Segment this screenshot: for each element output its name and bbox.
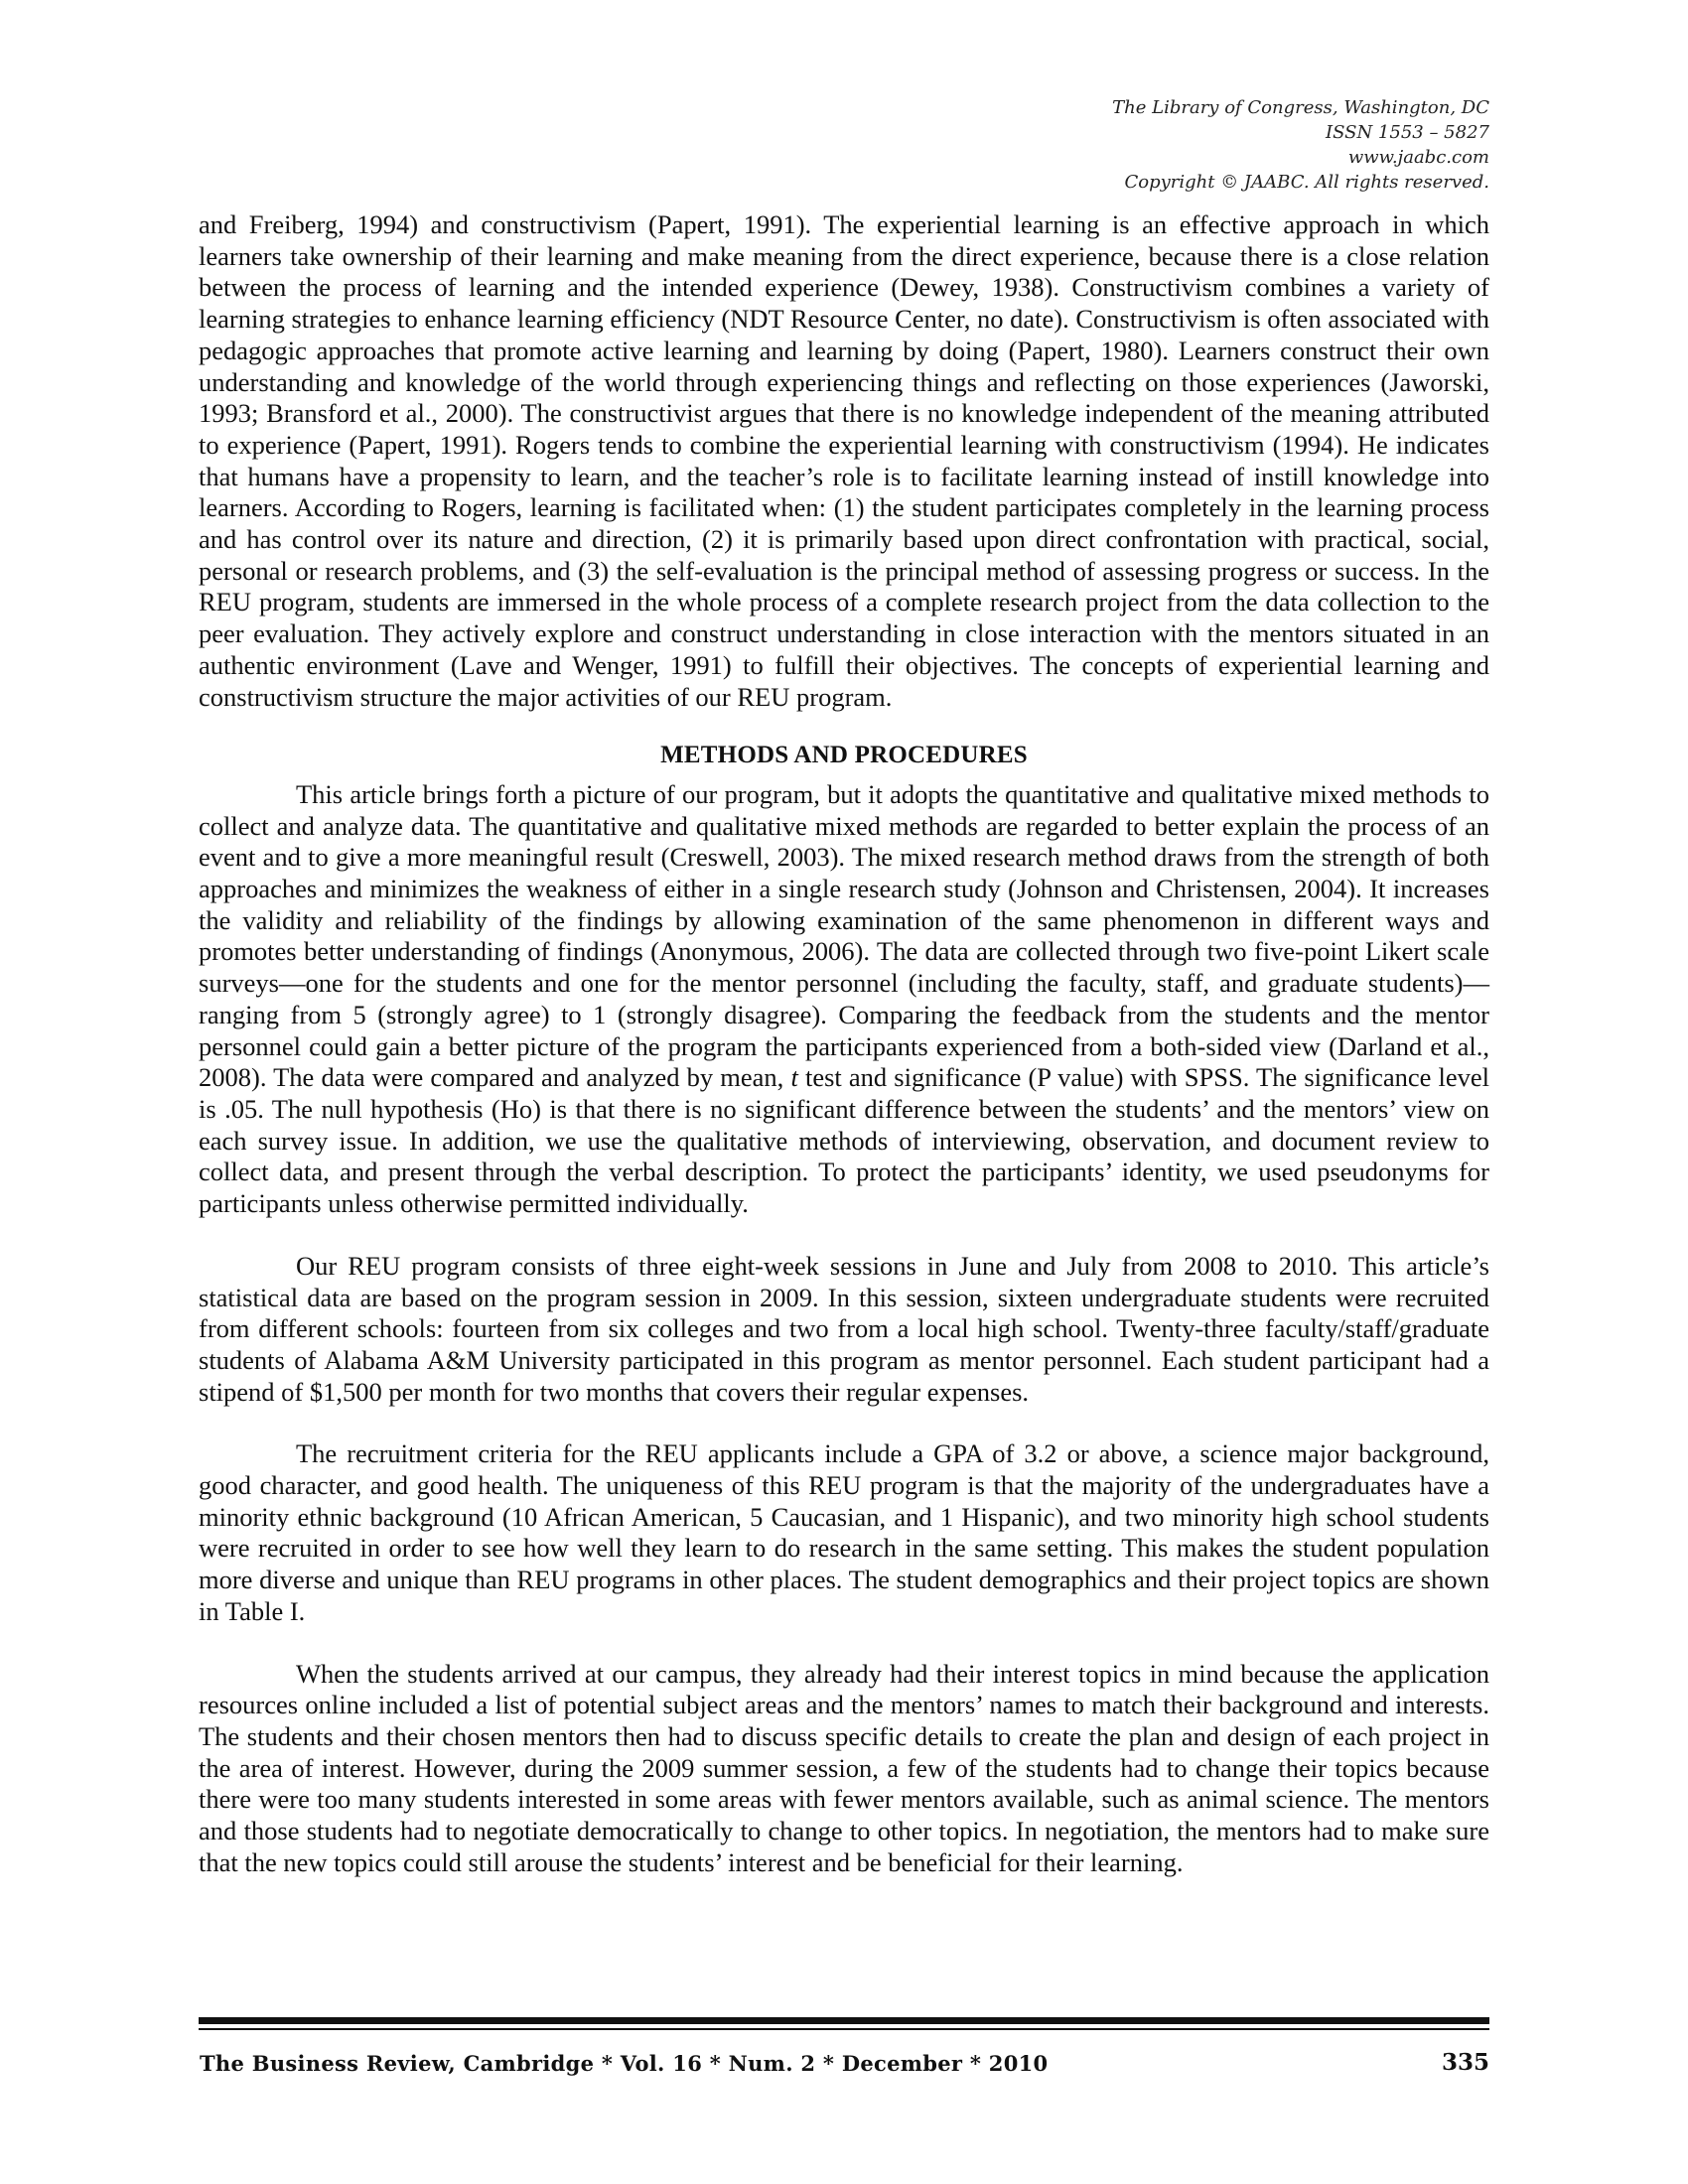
paragraph-methods bbox=[199, 779, 1489, 1220]
article-body bbox=[199, 209, 1489, 1878]
header-publisher-line: The Library of Congress, Washington, DC bbox=[1112, 97, 1489, 118]
paragraph-methods-part1: This article brings forth a picture of our program, but it adopts the quantitative and qualitative mixed methods to collect and analyze data. The quantitative and qualitative mixed methods are regarded to better explain the process of an event and to give a more meaningful result (Creswell, 2003). The mixed research method draws from the strength of both approaches and minimizes the weakness of either in a single research study (Johnson and Christensen, 2004). It increases the validity and reliability of the findings by allowing examination of the same phenomenon in different ways and promotes better understanding of findings (Anonymous, 2006). The data are collected through two five-point Likert scale surveys—one for the students and one for the mentor personnel (including the faculty, staff, and graduate students)—ranging from 5 (strongly agree) to 1 (strongly disagree). Comparing the feedback from the students and the mentor personnel could gain a better picture of the program the participants experienced from a both-sided view (Darland et al., 2008). The data were compared and analyzed by mean, bbox=[199, 778, 1489, 1093]
header-issn-line: ISSN 1553 – 5827 bbox=[1326, 122, 1489, 143]
paragraph-recruitment: The recruitment criteria for the REU applicants include a GPA of 3.2 or above, a science major background, good character, and good health. The uniqueness of this REU program is that the majority of the undergraduates have a minority ethnic background (10 African American, 5 Caucasian, and 1 Hispanic), and two minority high school students were recruited in order to see how well they learn to do research in the same setting. This makes the student population more diverse and unique than REU programs in other places. The student demographics and their project topics are shown in Table I. bbox=[199, 1438, 1489, 1626]
header-copyright-line: Copyright © JAABC. All rights reserved. bbox=[1124, 172, 1489, 193]
section-heading: METHODS AND PROCEDURES bbox=[660, 742, 1028, 769]
header-website-line: www.jaabc.com bbox=[1347, 147, 1489, 168]
page-header bbox=[894, 95, 1489, 195]
footer-journal-citation: The Business Review, Cambridge * Vol. 16 * Num. 2 * December * 2010 bbox=[200, 2051, 1049, 2076]
footer-rule-thin bbox=[199, 2028, 1489, 2030]
t-test-italic: t bbox=[790, 1062, 798, 1093]
paragraph-methods-part2: test and significance (P value) with SPSS. The significance level is .05. The null hypothesis (Ho) is that there is no significant difference between the students’ and the mentors’ view on each survey issue. In addition, we use the qualitative methods of interviewing, observation, and document review to collect data, and present through the verbal description. To protect the participants’ identity, we used pseudonyms for participants unless otherwise permitted individually. bbox=[199, 1062, 1490, 1219]
footer-rule-thick bbox=[199, 2017, 1489, 2024]
page-number: 335 bbox=[1441, 2049, 1489, 2076]
paragraph-theory: and Freiberg, 1994) and constructivism (Papert, 1991). The experiential learning is an effective approach in which learners take ownership of their learning and make meaning from the direct experience, because there is a close relation between the process of learning and the intended experience (Dewey, 1938). Constructivism combines a variety of learning strategies to enhance learning efficiency (NDT Resource Center, no date). Constructivism is often associated with pedagogic approaches that promote active learning and learning by doing (Papert, 1980). Learners construct their own understanding and knowledge of the world through experiencing things and reflecting on those experiences (Jaworski, 1993; Bransford et al., 2000). The constructivist argues that there is no knowledge independent of the meaning attributed to experience (Papert, 1991). Rogers tends to combine the experiential learning with constructivism (1994). He indicates that humans have a propensity to learn, and the teacher’s role is to facilitate learning instead of instill knowledge into learners. According to Rogers, learning is facilitated when: (1) the student participates completely in the learning process and has control over its nature and direction, (2) it is primarily based upon direct confrontation with practical, social, personal or research problems, and (3) the self-evaluation is the principal method of assessing progress or success. In the REU program, students are immersed in the whole process of a complete research project from the data collection to the peer evaluation. They actively explore and construct understanding in close interaction with the mentors situated in an authentic environment (Lave and Wenger, 1991) to fulfill their objectives. The concepts of experiential learning and constructivism structure the major activities of our REU program. bbox=[199, 209, 1489, 712]
paragraph-program: Our REU program consists of three eight-week sessions in June and July from 2008 to 2010. This article’s statistical data are based on the program session in 2009. In this session, sixteen undergraduate students were recruited from different schools: fourteen from six colleges and two from a local high school. Twenty-three faculty/staff/graduate students of Alabama A&M University participated in this program as mentor personnel. Each student participant had a stipend of $1,500 per month for two months that covers their regular expenses. bbox=[199, 1250, 1489, 1407]
paragraph-topics: When the students arrived at our campus, they already had their interest topics in mind because the application resources online included a list of potential subject areas and the mentors’ names to match their background and interests. The students and their chosen mentors then had to discuss specific details to create the plan and design of each project in the area of interest. However, during the 2009 summer session, a few of the students had to change their topics because there were too many students interested in some areas with fewer mentors available, such as animal science. The mentors and those students had to negotiate democratically to change to other topics. In negotiation, the mentors had to make sure that the new topics could still arouse the students’ interest and be beneficial for their learning. bbox=[199, 1658, 1489, 1877]
